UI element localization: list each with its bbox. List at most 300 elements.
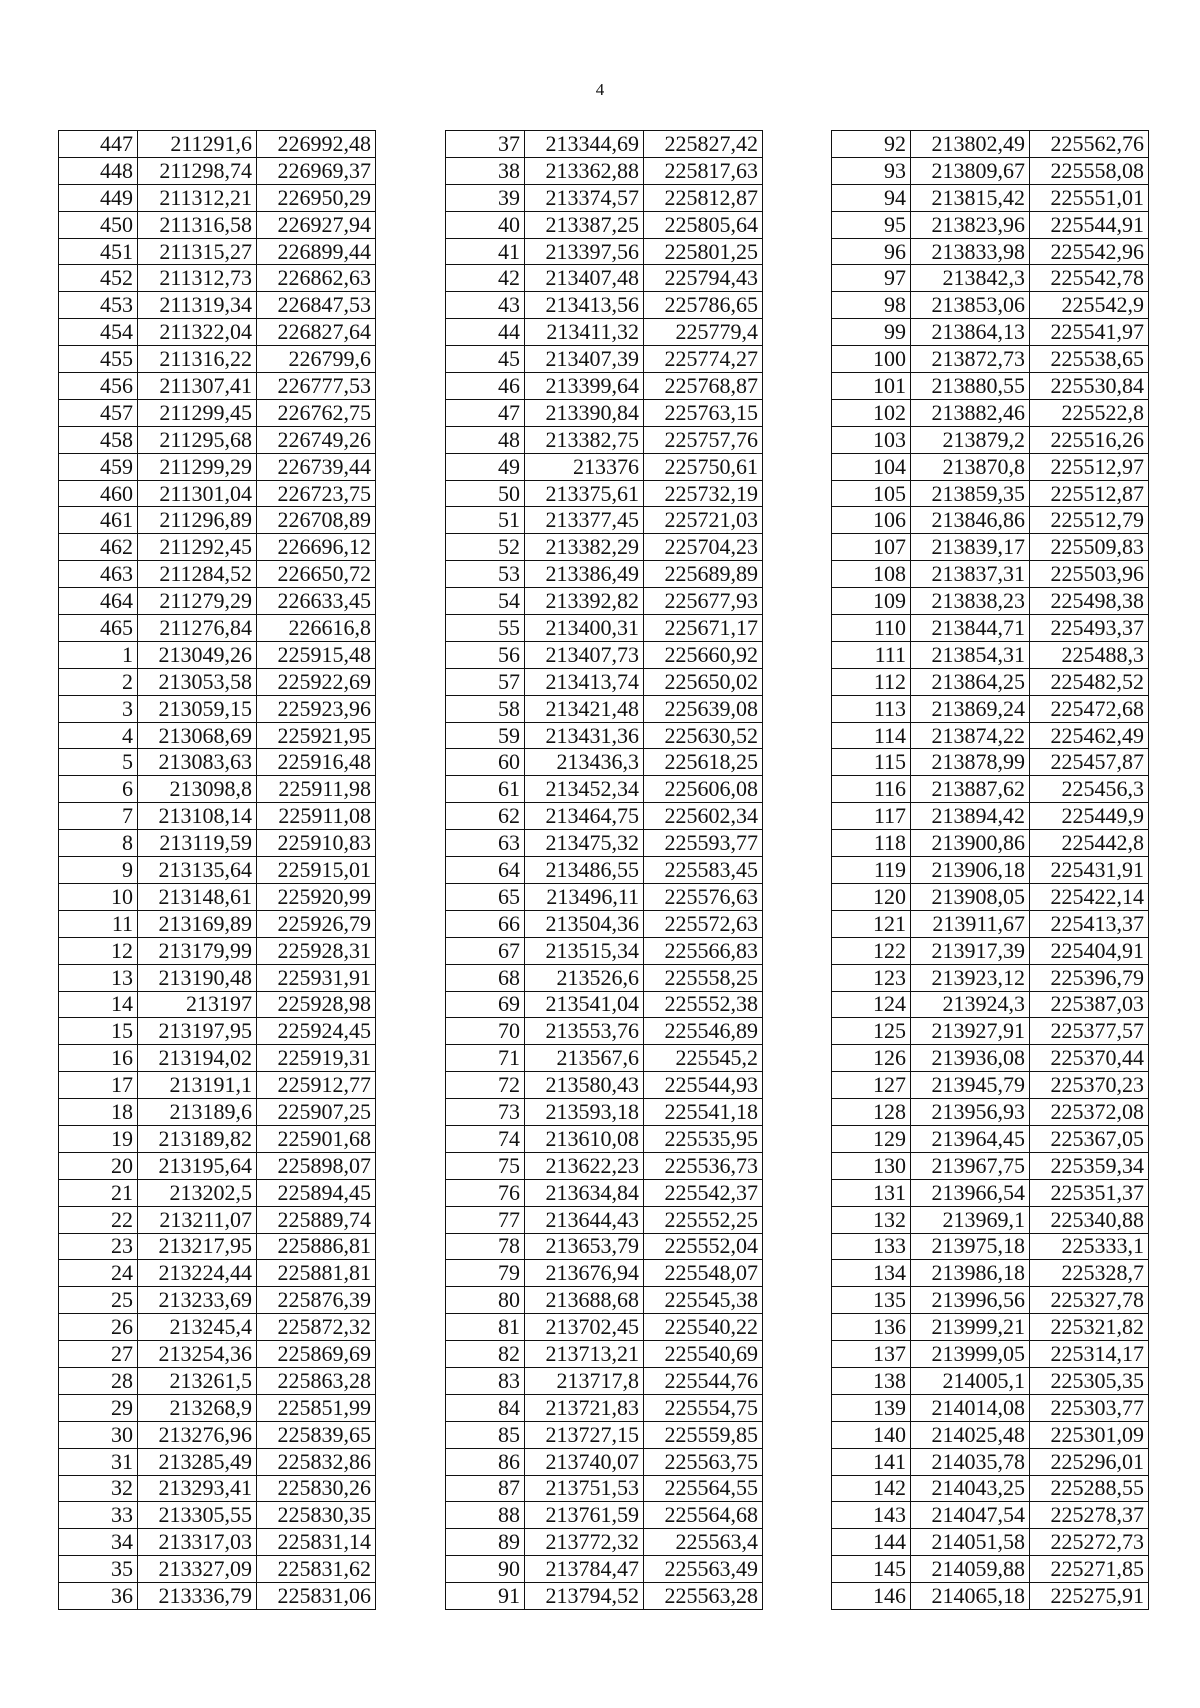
x-coordinate-cell: 213882,46 (911, 399, 1030, 426)
x-coordinate-cell: 213772,32 (525, 1529, 644, 1556)
point-number-cell: 36 (59, 1583, 138, 1610)
table-row (832, 1394, 1149, 1421)
x-coordinate-cell: 213975,18 (911, 1233, 1030, 1260)
point-number-cell: 56 (446, 641, 525, 668)
point-number-cell: 448 (59, 157, 138, 184)
table-row (446, 615, 763, 642)
x-coordinate-cell: 214059,88 (911, 1556, 1030, 1583)
x-coordinate-cell: 213740,07 (525, 1448, 644, 1475)
point-number-cell: 92 (832, 131, 911, 158)
point-number-cell: 58 (446, 695, 525, 722)
table-row (446, 346, 763, 373)
x-coordinate-cell: 213969,1 (911, 1206, 1030, 1233)
point-number-cell: 45 (446, 346, 525, 373)
table-row (59, 588, 376, 615)
table-row (446, 426, 763, 453)
table-row (59, 1314, 376, 1341)
x-coordinate-cell: 211322,04 (138, 319, 257, 346)
point-number-cell: 96 (832, 238, 911, 265)
x-coordinate-cell: 213541,04 (525, 991, 644, 1018)
x-coordinate-cell: 213986,18 (911, 1260, 1030, 1287)
point-number-cell: 107 (832, 534, 911, 561)
table-row (446, 1233, 763, 1260)
point-number-cell: 126 (832, 1045, 911, 1072)
x-coordinate-cell: 213727,15 (525, 1421, 644, 1448)
point-number-cell: 20 (59, 1152, 138, 1179)
point-number-cell: 79 (446, 1260, 525, 1287)
x-coordinate-cell: 214035,78 (911, 1448, 1030, 1475)
y-coordinate-cell: 225911,98 (257, 776, 376, 803)
table-row (832, 1556, 1149, 1583)
table-row (832, 641, 1149, 668)
table-row (446, 641, 763, 668)
table-row (59, 883, 376, 910)
y-coordinate-cell: 225831,14 (257, 1529, 376, 1556)
point-number-cell: 146 (832, 1583, 911, 1610)
point-number-cell: 455 (59, 346, 138, 373)
y-coordinate-cell: 225370,23 (1030, 1072, 1149, 1099)
x-coordinate-cell: 211284,52 (138, 561, 257, 588)
y-coordinate-cell: 226827,64 (257, 319, 376, 346)
x-coordinate-cell: 213911,67 (911, 910, 1030, 937)
point-number-cell: 54 (446, 588, 525, 615)
x-coordinate-cell: 213224,44 (138, 1260, 257, 1287)
table-row (446, 1341, 763, 1368)
y-coordinate-cell: 226950,29 (257, 184, 376, 211)
point-number-cell: 453 (59, 292, 138, 319)
x-coordinate-cell: 213407,39 (525, 346, 644, 373)
table-row (832, 534, 1149, 561)
x-coordinate-cell: 211298,74 (138, 157, 257, 184)
point-number-cell: 86 (446, 1448, 525, 1475)
y-coordinate-cell: 225449,9 (1030, 803, 1149, 830)
x-coordinate-cell: 213923,12 (911, 964, 1030, 991)
x-coordinate-cell: 213475,32 (525, 830, 644, 857)
point-number-cell: 451 (59, 238, 138, 265)
table-row (446, 1394, 763, 1421)
table-row (832, 426, 1149, 453)
point-number-cell: 463 (59, 561, 138, 588)
x-coordinate-cell: 213254,36 (138, 1341, 257, 1368)
point-number-cell: 87 (446, 1475, 525, 1502)
y-coordinate-cell: 225542,78 (1030, 265, 1149, 292)
y-coordinate-cell: 225272,73 (1030, 1529, 1149, 1556)
table-row (832, 1314, 1149, 1341)
point-number-cell: 102 (832, 399, 911, 426)
y-coordinate-cell: 225545,38 (644, 1287, 763, 1314)
table-row (832, 615, 1149, 642)
x-coordinate-cell: 213864,25 (911, 668, 1030, 695)
x-coordinate-cell: 213169,89 (138, 910, 257, 937)
table-row (59, 211, 376, 238)
y-coordinate-cell: 225413,37 (1030, 910, 1149, 937)
table-row (832, 1529, 1149, 1556)
y-coordinate-cell: 225757,76 (644, 426, 763, 453)
table-row (446, 803, 763, 830)
x-coordinate-cell: 213190,48 (138, 964, 257, 991)
x-coordinate-cell: 213407,73 (525, 641, 644, 668)
table-row (446, 991, 763, 1018)
y-coordinate-cell: 225774,27 (644, 346, 763, 373)
point-number-cell: 65 (446, 883, 525, 910)
x-coordinate-cell: 213809,67 (911, 157, 1030, 184)
x-coordinate-cell: 213927,91 (911, 1018, 1030, 1045)
table-row (59, 1475, 376, 1502)
x-coordinate-cell: 211301,04 (138, 480, 257, 507)
table-row (832, 292, 1149, 319)
table-row (832, 346, 1149, 373)
table-row (832, 991, 1149, 1018)
x-coordinate-cell: 213880,55 (911, 373, 1030, 400)
point-number-cell: 47 (446, 399, 525, 426)
y-coordinate-cell: 225542,9 (1030, 292, 1149, 319)
table-row (59, 561, 376, 588)
y-coordinate-cell: 225275,91 (1030, 1583, 1149, 1610)
y-coordinate-cell: 225839,65 (257, 1421, 376, 1448)
table-row (59, 1367, 376, 1394)
point-number-cell: 135 (832, 1287, 911, 1314)
point-number-cell: 111 (832, 641, 911, 668)
table-row (59, 157, 376, 184)
y-coordinate-cell: 225786,65 (644, 292, 763, 319)
y-coordinate-cell: 226762,75 (257, 399, 376, 426)
y-coordinate-cell: 225540,69 (644, 1341, 763, 1368)
point-number-cell: 44 (446, 319, 525, 346)
table-row (446, 157, 763, 184)
coordinate-table-1 (58, 130, 376, 1610)
table-row (59, 1260, 376, 1287)
table-row (832, 1475, 1149, 1502)
point-number-cell: 15 (59, 1018, 138, 1045)
table-row (832, 776, 1149, 803)
point-number-cell: 27 (59, 1341, 138, 1368)
y-coordinate-cell: 225650,02 (644, 668, 763, 695)
y-coordinate-cell: 225921,95 (257, 722, 376, 749)
point-number-cell: 462 (59, 534, 138, 561)
table-row (446, 1152, 763, 1179)
point-number-cell: 34 (59, 1529, 138, 1556)
x-coordinate-cell: 213833,98 (911, 238, 1030, 265)
y-coordinate-cell: 225912,77 (257, 1072, 376, 1099)
x-coordinate-cell: 213823,96 (911, 211, 1030, 238)
y-coordinate-cell: 226633,45 (257, 588, 376, 615)
y-coordinate-cell: 226992,48 (257, 131, 376, 158)
y-coordinate-cell: 225911,08 (257, 803, 376, 830)
y-coordinate-cell: 225602,34 (644, 803, 763, 830)
point-number-cell: 94 (832, 184, 911, 211)
x-coordinate-cell: 213119,59 (138, 830, 257, 857)
point-number-cell: 81 (446, 1314, 525, 1341)
point-number-cell: 71 (446, 1045, 525, 1072)
table-row (832, 964, 1149, 991)
x-coordinate-cell: 213878,99 (911, 749, 1030, 776)
table-row (59, 1421, 376, 1448)
point-number-cell: 29 (59, 1394, 138, 1421)
point-number-cell: 31 (59, 1448, 138, 1475)
x-coordinate-cell: 211299,29 (138, 453, 257, 480)
y-coordinate-cell: 225301,09 (1030, 1421, 1149, 1448)
y-coordinate-cell: 225894,45 (257, 1179, 376, 1206)
y-coordinate-cell: 225305,35 (1030, 1367, 1149, 1394)
y-coordinate-cell: 226777,53 (257, 373, 376, 400)
point-number-cell: 74 (446, 1125, 525, 1152)
y-coordinate-cell: 225886,81 (257, 1233, 376, 1260)
y-coordinate-cell: 225516,26 (1030, 426, 1149, 453)
y-coordinate-cell: 225542,96 (1030, 238, 1149, 265)
table-row (832, 561, 1149, 588)
y-coordinate-cell: 226969,37 (257, 157, 376, 184)
y-coordinate-cell: 225359,34 (1030, 1152, 1149, 1179)
point-number-cell: 123 (832, 964, 911, 991)
table-row (446, 1018, 763, 1045)
point-number-cell: 131 (832, 1179, 911, 1206)
table-row (446, 749, 763, 776)
table-row (446, 964, 763, 991)
table-row (59, 534, 376, 561)
table-row (59, 937, 376, 964)
x-coordinate-cell: 213195,64 (138, 1152, 257, 1179)
x-coordinate-cell: 213717,8 (525, 1367, 644, 1394)
x-coordinate-cell: 213874,22 (911, 722, 1030, 749)
table-row (832, 695, 1149, 722)
point-number-cell: 63 (446, 830, 525, 857)
point-number-cell: 24 (59, 1260, 138, 1287)
point-number-cell: 40 (446, 211, 525, 238)
x-coordinate-cell: 213386,49 (525, 561, 644, 588)
x-coordinate-cell: 213202,5 (138, 1179, 257, 1206)
y-coordinate-cell: 225563,28 (644, 1583, 763, 1610)
table-row (446, 534, 763, 561)
point-number-cell: 461 (59, 507, 138, 534)
y-coordinate-cell: 225915,48 (257, 641, 376, 668)
y-coordinate-cell: 225863,28 (257, 1367, 376, 1394)
table-row (59, 991, 376, 1018)
point-number-cell: 93 (832, 157, 911, 184)
point-number-cell: 85 (446, 1421, 525, 1448)
y-coordinate-cell: 225333,1 (1030, 1233, 1149, 1260)
point-number-cell: 67 (446, 937, 525, 964)
y-coordinate-cell: 225830,35 (257, 1502, 376, 1529)
y-coordinate-cell: 225278,37 (1030, 1502, 1149, 1529)
x-coordinate-cell: 213317,03 (138, 1529, 257, 1556)
y-coordinate-cell: 225831,06 (257, 1583, 376, 1610)
point-number-cell: 82 (446, 1341, 525, 1368)
y-coordinate-cell: 225536,73 (644, 1152, 763, 1179)
table-row (446, 910, 763, 937)
x-coordinate-cell: 213702,45 (525, 1314, 644, 1341)
point-number-cell: 122 (832, 937, 911, 964)
y-coordinate-cell: 225314,17 (1030, 1341, 1149, 1368)
y-coordinate-cell: 225920,99 (257, 883, 376, 910)
y-coordinate-cell: 226899,44 (257, 238, 376, 265)
x-coordinate-cell: 213844,71 (911, 615, 1030, 642)
y-coordinate-cell: 225535,95 (644, 1125, 763, 1152)
x-coordinate-cell: 213211,07 (138, 1206, 257, 1233)
x-coordinate-cell: 213464,75 (525, 803, 644, 830)
y-coordinate-cell: 225851,99 (257, 1394, 376, 1421)
y-coordinate-cell: 225671,17 (644, 615, 763, 642)
x-coordinate-cell: 213894,42 (911, 803, 1030, 830)
x-coordinate-cell: 213567,6 (525, 1045, 644, 1072)
x-coordinate-cell: 213879,2 (911, 426, 1030, 453)
x-coordinate-cell: 213854,31 (911, 641, 1030, 668)
x-coordinate-cell: 213245,4 (138, 1314, 257, 1341)
table-row (59, 1583, 376, 1610)
y-coordinate-cell: 225763,15 (644, 399, 763, 426)
point-number-cell: 33 (59, 1502, 138, 1529)
table-row (832, 211, 1149, 238)
y-coordinate-cell: 226708,89 (257, 507, 376, 534)
point-number-cell: 133 (832, 1233, 911, 1260)
x-coordinate-cell: 213908,05 (911, 883, 1030, 910)
table-row (59, 1018, 376, 1045)
y-coordinate-cell: 225328,7 (1030, 1260, 1149, 1287)
x-coordinate-cell: 213217,95 (138, 1233, 257, 1260)
point-number-cell: 50 (446, 480, 525, 507)
table-row (59, 749, 376, 776)
point-number-cell: 70 (446, 1018, 525, 1045)
point-number-cell: 120 (832, 883, 911, 910)
point-number-cell: 83 (446, 1367, 525, 1394)
table-row (446, 238, 763, 265)
table-row (446, 1314, 763, 1341)
point-number-cell: 118 (832, 830, 911, 857)
x-coordinate-cell: 213622,23 (525, 1152, 644, 1179)
x-coordinate-cell: 211299,45 (138, 399, 257, 426)
table-row (446, 1099, 763, 1126)
x-coordinate-cell: 213407,48 (525, 265, 644, 292)
point-number-cell: 119 (832, 857, 911, 884)
y-coordinate-cell: 225340,88 (1030, 1206, 1149, 1233)
x-coordinate-cell: 213452,34 (525, 776, 644, 803)
table-row (59, 830, 376, 857)
point-number-cell: 104 (832, 453, 911, 480)
point-number-cell: 12 (59, 937, 138, 964)
y-coordinate-cell: 225462,49 (1030, 722, 1149, 749)
x-coordinate-cell: 213936,08 (911, 1045, 1030, 1072)
y-coordinate-cell: 225926,79 (257, 910, 376, 937)
y-coordinate-cell: 225540,22 (644, 1314, 763, 1341)
table-row (446, 857, 763, 884)
x-coordinate-cell: 213387,25 (525, 211, 644, 238)
point-number-cell: 137 (832, 1341, 911, 1368)
table-row (832, 722, 1149, 749)
table-row (832, 1367, 1149, 1394)
point-number-cell: 140 (832, 1421, 911, 1448)
x-coordinate-cell: 213593,18 (525, 1099, 644, 1126)
table-row (59, 722, 376, 749)
y-coordinate-cell: 225919,31 (257, 1045, 376, 1072)
x-coordinate-cell: 213644,43 (525, 1206, 644, 1233)
x-coordinate-cell: 213869,24 (911, 695, 1030, 722)
x-coordinate-cell: 213344,69 (525, 131, 644, 158)
x-coordinate-cell: 213996,56 (911, 1287, 1030, 1314)
x-coordinate-cell: 213999,21 (911, 1314, 1030, 1341)
y-coordinate-cell: 225377,57 (1030, 1018, 1149, 1045)
x-coordinate-cell: 213197,95 (138, 1018, 257, 1045)
x-coordinate-cell: 213842,3 (911, 265, 1030, 292)
point-number-cell: 60 (446, 749, 525, 776)
table-row (446, 1502, 763, 1529)
point-number-cell: 143 (832, 1502, 911, 1529)
x-coordinate-cell: 213431,36 (525, 722, 644, 749)
x-coordinate-cell: 213261,5 (138, 1367, 257, 1394)
x-coordinate-cell: 213059,15 (138, 695, 257, 722)
table-row (446, 1529, 763, 1556)
x-coordinate-cell: 211316,22 (138, 346, 257, 373)
x-coordinate-cell: 213411,32 (525, 319, 644, 346)
point-number-cell: 89 (446, 1529, 525, 1556)
y-coordinate-cell: 225563,75 (644, 1448, 763, 1475)
y-coordinate-cell: 225559,85 (644, 1421, 763, 1448)
table-row (446, 695, 763, 722)
x-coordinate-cell: 213098,8 (138, 776, 257, 803)
point-number-cell: 8 (59, 830, 138, 857)
y-coordinate-cell: 225367,05 (1030, 1125, 1149, 1152)
point-number-cell: 124 (832, 991, 911, 1018)
x-coordinate-cell: 213397,56 (525, 238, 644, 265)
point-number-cell: 76 (446, 1179, 525, 1206)
point-number-cell: 128 (832, 1099, 911, 1126)
y-coordinate-cell: 225541,18 (644, 1099, 763, 1126)
point-number-cell: 447 (59, 131, 138, 158)
y-coordinate-cell: 225928,31 (257, 937, 376, 964)
y-coordinate-cell: 225593,77 (644, 830, 763, 857)
table-row (832, 399, 1149, 426)
table-row (59, 1341, 376, 1368)
table-row (59, 238, 376, 265)
x-coordinate-cell: 213413,56 (525, 292, 644, 319)
table-row (832, 910, 1149, 937)
table-row (832, 1152, 1149, 1179)
table-row (832, 1045, 1149, 1072)
table-row (59, 1448, 376, 1475)
point-number-cell: 108 (832, 561, 911, 588)
point-number-cell: 115 (832, 749, 911, 776)
table-row (59, 131, 376, 158)
point-number-cell: 49 (446, 453, 525, 480)
point-number-cell: 99 (832, 319, 911, 346)
point-number-cell: 95 (832, 211, 911, 238)
table-row (446, 1260, 763, 1287)
y-coordinate-cell: 226696,12 (257, 534, 376, 561)
x-coordinate-cell: 213191,1 (138, 1072, 257, 1099)
y-coordinate-cell: 225794,43 (644, 265, 763, 292)
table-row (832, 588, 1149, 615)
table-row (59, 453, 376, 480)
point-number-cell: 1 (59, 641, 138, 668)
y-coordinate-cell: 225288,55 (1030, 1475, 1149, 1502)
y-coordinate-cell: 225351,37 (1030, 1179, 1149, 1206)
table-row (832, 749, 1149, 776)
y-coordinate-cell: 225303,77 (1030, 1394, 1149, 1421)
point-number-cell: 16 (59, 1045, 138, 1072)
table-row (832, 1260, 1149, 1287)
y-coordinate-cell: 225827,42 (644, 131, 763, 158)
table-row (59, 615, 376, 642)
x-coordinate-cell: 211292,45 (138, 534, 257, 561)
table-row (832, 1233, 1149, 1260)
point-number-cell: 66 (446, 910, 525, 937)
table-row (59, 910, 376, 937)
table-row (446, 211, 763, 238)
table-row (446, 588, 763, 615)
x-coordinate-cell: 213864,13 (911, 319, 1030, 346)
point-number-cell: 55 (446, 615, 525, 642)
x-coordinate-cell: 213336,79 (138, 1583, 257, 1610)
x-coordinate-cell: 213900,86 (911, 830, 1030, 857)
point-number-cell: 75 (446, 1152, 525, 1179)
